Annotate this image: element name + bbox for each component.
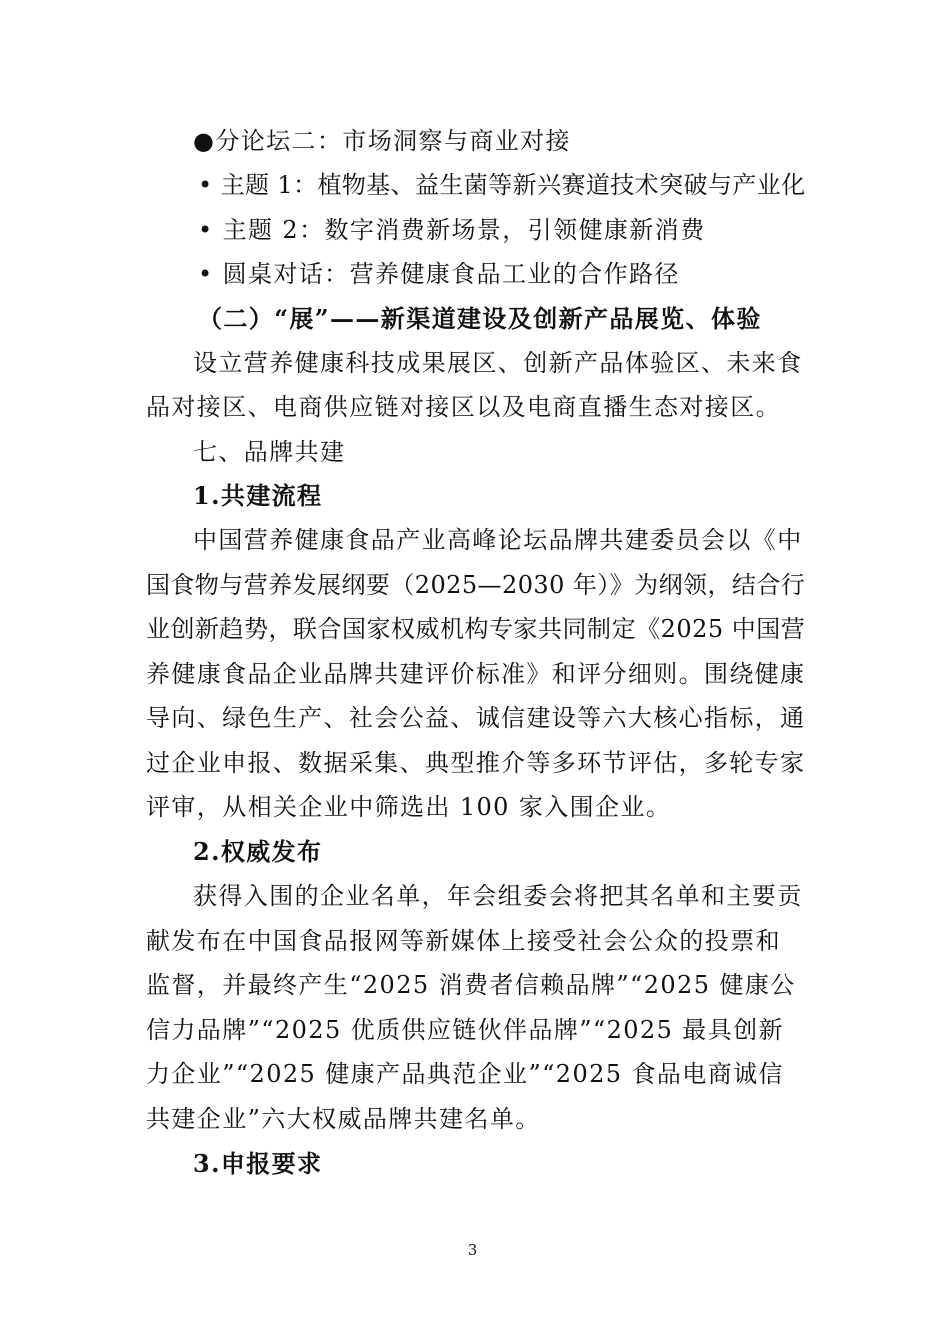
process-paragraph-line: 中国营养健康食品产业高峰论坛品牌共建委员会以《中 [193, 526, 803, 554]
release-paragraph-line: 共建企业”六大权威品牌共建名单。 [146, 1105, 541, 1133]
process-paragraph-line: 业创新趋势，联合国家权威机构专家共同制定《2025 中国营 [146, 615, 806, 643]
section7-heading: 七、品牌共建 [193, 438, 346, 466]
forum2-roundtable: • 圆桌对话：营养健康食品工业的合作路径 [198, 260, 680, 288]
forum2-topic-1: • 主题 1：植物基、益生菌等新兴赛道技术突破与产业化 [198, 171, 806, 199]
release-heading: 2.权威发布 [193, 837, 323, 866]
release-paragraph-line: 献发布在中国食品报网等新媒体上接受社会公众的投票和 [146, 927, 781, 955]
exhibition-paragraph-line: 品对接区、电商供应链对接区以及电商直播生态对接区。 [146, 393, 781, 421]
release-paragraph-line: 力企业”“2025 健康产品典范企业”“2025 食品电商诚信 [146, 1060, 784, 1088]
page-number: 3 [467, 1241, 478, 1259]
requirements-heading: 3.申报要求 [193, 1149, 323, 1178]
process-paragraph-line: 养健康食品企业品牌共建评价标准》和评分细则。围绕健康 [146, 660, 806, 688]
release-paragraph-line: 监督，并最终产生“2025 消费者信赖品牌”“2025 健康公 [146, 971, 796, 999]
process-paragraph-line: 过企业申报、数据采集、典型推介等多环节评估，多轮专家 [146, 749, 806, 777]
release-paragraph-line: 获得入围的企业名单，年会组委会将把其名单和主要贡 [193, 882, 803, 910]
exhibition-paragraph-line: 设立营养健康科技成果展区、创新产品体验区、未来食 [193, 349, 803, 377]
process-heading: 1.共建流程 [193, 481, 323, 510]
release-paragraph-line: 信力品牌”“2025 优质供应链伙伴品牌”“2025 最具创新 [146, 1016, 784, 1044]
forum2-topic-2: • 主题 2：数字消费新场景，引领健康新消费 [198, 216, 706, 244]
forum2-heading: ●分论坛二：市场洞察与商业对接 [193, 127, 571, 155]
exhibition-heading: （二）“展”——新渠道建设及创新产品展览、体验 [198, 304, 762, 333]
process-paragraph-line: 导向、绿色生产、社会公益、诚信建设等六大核心指标，通 [146, 704, 806, 732]
process-paragraph-line: 评审，从相关企业中筛选出 100 家入围企业。 [146, 793, 672, 821]
process-paragraph-line: 国食物与营养发展纲要（2025—2030 年）》为纲领，结合行 [146, 571, 806, 599]
